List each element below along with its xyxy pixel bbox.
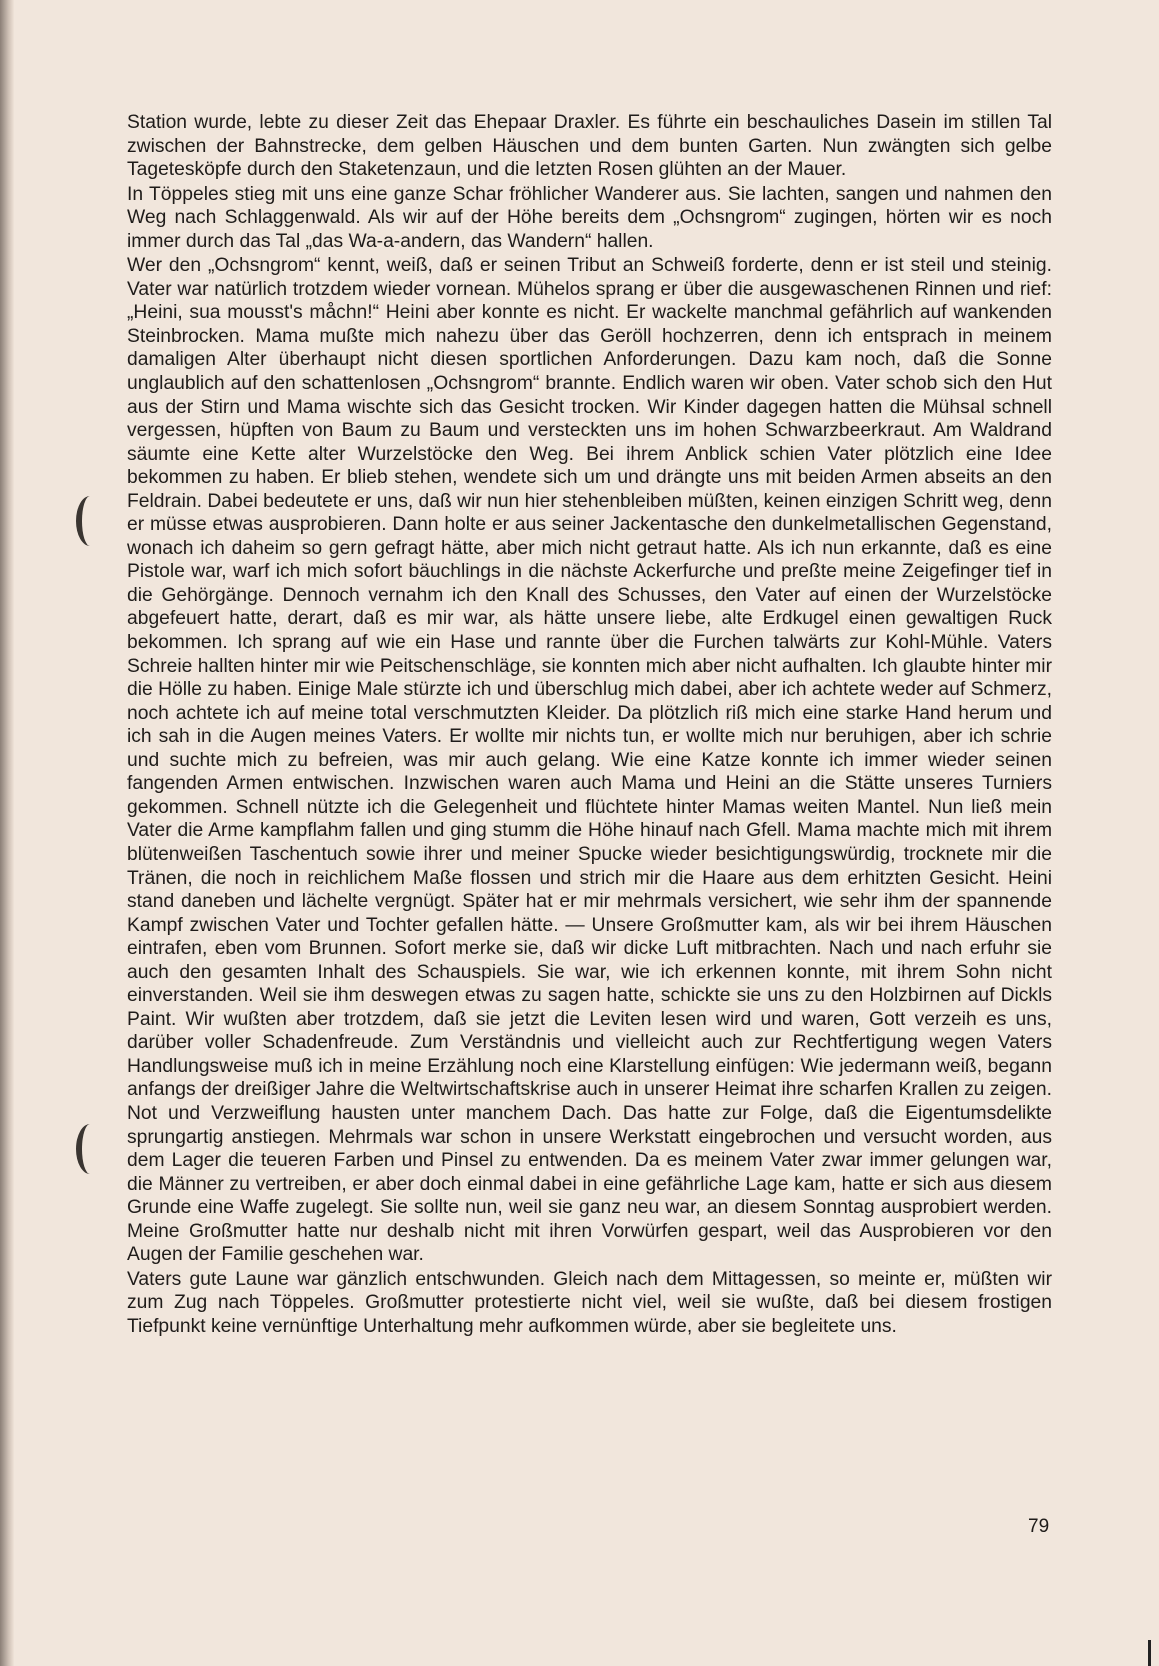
page-binding-edge: [0, 0, 14, 1666]
paragraph: Station wurde, lebte zu dieser Zeit das Ehepaar Draxler. Es führte ein beschauliches Dasein im stillen Tal zwischen der Bahnstrecke, dem gelben Häuschen und dem bunten Garten. Nun zwängten sich gelbe Tageteskӧpfe durch den Staketenzaun, und die letzten Rosen glühten an der Mauer.: [127, 112, 1052, 181]
edge-mark: [1148, 1640, 1151, 1666]
binder-hole-bottom: [76, 1124, 104, 1174]
page-number: 79: [1028, 1516, 1050, 1537]
binder-hole-top: [76, 496, 104, 546]
body-text: [127, 111, 1052, 1338]
paragraph: Vaters gute Laune war gänzlich entschwunden. Gleich nach dem Mittagessen, so meinte er, müßten wir zum Zug nach Töppeles. Großmutter protestierte nicht viel, weil sie wußte, daß bei diesem frostigen Tiefpunkt keine vernünftige Unterhaltung mehr aufkommen würde, aber sie begleitete uns.: [127, 1268, 1052, 1337]
paragraph: Wer den „Ochsngrom“ kennt, weiß, daß er seinen Tribut an Schweiß forderte, denn er ist steil und steinig. Vater war natürlich trotzdem wieder vornean. Mühelos sprang er über die ausgewaschenen Rinnen und rief: „Heini, sua mousst's måchn!“ Heini aber konnte es nicht. Er wackelte manchmal gefährlich auf wankenden Steinbrocken. Mama mußte mich nahezu über das Geröll hochzerren, denn ich entsprach in meinem damaligen Alter überhaupt nicht diesen sportlichen Anforderungen. Dazu kam noch, daß die Sonne unglaublich auf den schattenlosen „Ochsngrom“ brannte. Endlich waren wir oben. Vater schob sich den Hut aus der Stirn und Mama wischte sich das Gesicht trocken. Wir Kinder dagegen hatten die Mühsal schnell vergessen, hüpften von Baum zu Baum und versteckten uns im hohen Schwarzbeerkraut. Am Waldrand säumte eine Kette alter Wurzelstöcke den Weg. Bei ihrem Anblick schien Vater plötzlich eine Idee bekommen zu haben. Er blieb stehen, wendete sich um und drängte uns mit beiden Armen abseits an den Feldrain. Dabei bedeutete er uns, daß wir nun hier stehenbleiben müßten, keinen einzigen Schritt weg, denn er müsse etwas ausprobieren. Dann holte er aus seiner Jackentasche den dunkelmetallischen Gegenstand, wonach ich daheim so gern gefragt hätte, aber mich nicht getraut hatte. Als ich nun erkannte, daß es eine Pistole war, warf ich mich sofort bäuchlings in die nächste Ackerfurche und preßte meine Zeigefinger tief in die Gehörgänge. Dennoch vernahm ich den Knall des Schusses, den Vater auf einen der Wurzelstöcke abgefeuert hatte, derart, daß es mir war, als hätte unsere liebe, alte Erdkugel einen gewaltigen Ruck bekommen. Ich sprang auf wie ein Hase und rannte über die Furchen talwärts zur Kohl-Mühle. Vaters Schreie hallten hinter mir wie Peitschenschläge, sie konnten mich aber nicht aufhalten. Ich glaubte hinter mir die Hölle zu haben. Einige Male stürzte ich und überschlug mich dabei, aber ich achtete weder auf Schmerz, noch achtete ich auf meine total verschmutzten Kleider. Da plötzlich riß mich eine starke Hand herum und ich sah in die Augen meines Vaters. Er wollte mir nichts tun, er wollte mich nur beruhigen, aber ich schrie und suchte mich zu befreien, was mir auch gelang. Wie eine Katze konnte ich immer wieder seinen fangenden Armen entwischen. Inzwischen waren auch Mama und Heini an die Stätte unseres Turniers gekommen. Schnell nützte ich die Gelegenheit und flüchtete hinter Mamas weiten Mantel. Nun ließ mein Vater die Arme kampflahm fallen und ging stumm die Höhe hinauf nach Gfell. Mama machte mich mit ihrem blütenweißen Taschentuch sowie ihrer und meiner Spucke wieder besichtigungswürdig, trocknete mir die Tränen, die noch in reichlichem Maße flossen und strich mir die Haare aus dem erhitzten Gesicht. Heini stand daneben und lächelte vergnügt. Später hat er mir mehrmals versichert, wie sehr ihm der spannende Kampf zwischen Vater und Tochter gefallen hätte. — Unsere Großmutter kam, als wir bei ihrem Häuschen eintrafen, eben vom Brunnen. Sofort merke sie, daß wir dicke Luft mitbrachten. Nach und nach erfuhr sie auch den gesamten Inhalt des Schauspiels. Sie war, wie ich erkennen konnte, mit ihrem Sohn nicht einverstanden. Weil sie ihm deswegen etwas zu sagen hatte, schickte sie uns zu den Holzbirnen auf Dickls Paint. Wir wußten aber trotzdem, daß sie jetzt die Leviten lesen wird und waren, Gott verzeih es uns, darüber voller Schadenfreude. Zum Verständnis und vielleicht auch zur Rechtfertigung wegen Vaters Handlungsweise muß ich in meine Erzählung noch eine Klarstellung einfügen: Wie jedermann weiß, begann anfangs der dreißiger Jahre die Weltwirtschaftskrise auch in unserer Heimat ihre scharfen Krallen zu zeigen. Not und Verzweiflung hausten unter manchem Dach. Das hatte zur Folge, daß die Eigentumsdelikte sprungartig anstiegen. Mehrmals war schon in unsere Werkstatt eingebrochen und versucht worden, aus dem Lager die teueren Farben und Pinsel zu entwenden. Da es meinem Vater zwar immer gelungen war, die Männer zu vertreiben, er aber doch einmal dabei in eine gefährliche Lage kam, hatte er sich aus diesem Grunde eine Waffe zugelegt. Sie sollte nun, weil sie ganz neu war, an diesem Sonntag ausprobiert werden. Meine Großmutter hatte nur deshalb nicht mit ihren Vorwürfen gespart, weil das Ausprobieren vor den Augen der Familie geschehen war.: [127, 255, 1052, 1266]
paragraph: In Töppeles stieg mit uns eine ganze Schar fröhlicher Wanderer aus. Sie lachten, sangen und nahmen den Weg nach Schlaggenwald. Als wir auf der Höhe bereits dem „Ochsngrom“ zugingen, hörten wir es noch immer durch das Tal „das Wa-a-andern, das Wandern“ hallen.: [127, 183, 1052, 252]
